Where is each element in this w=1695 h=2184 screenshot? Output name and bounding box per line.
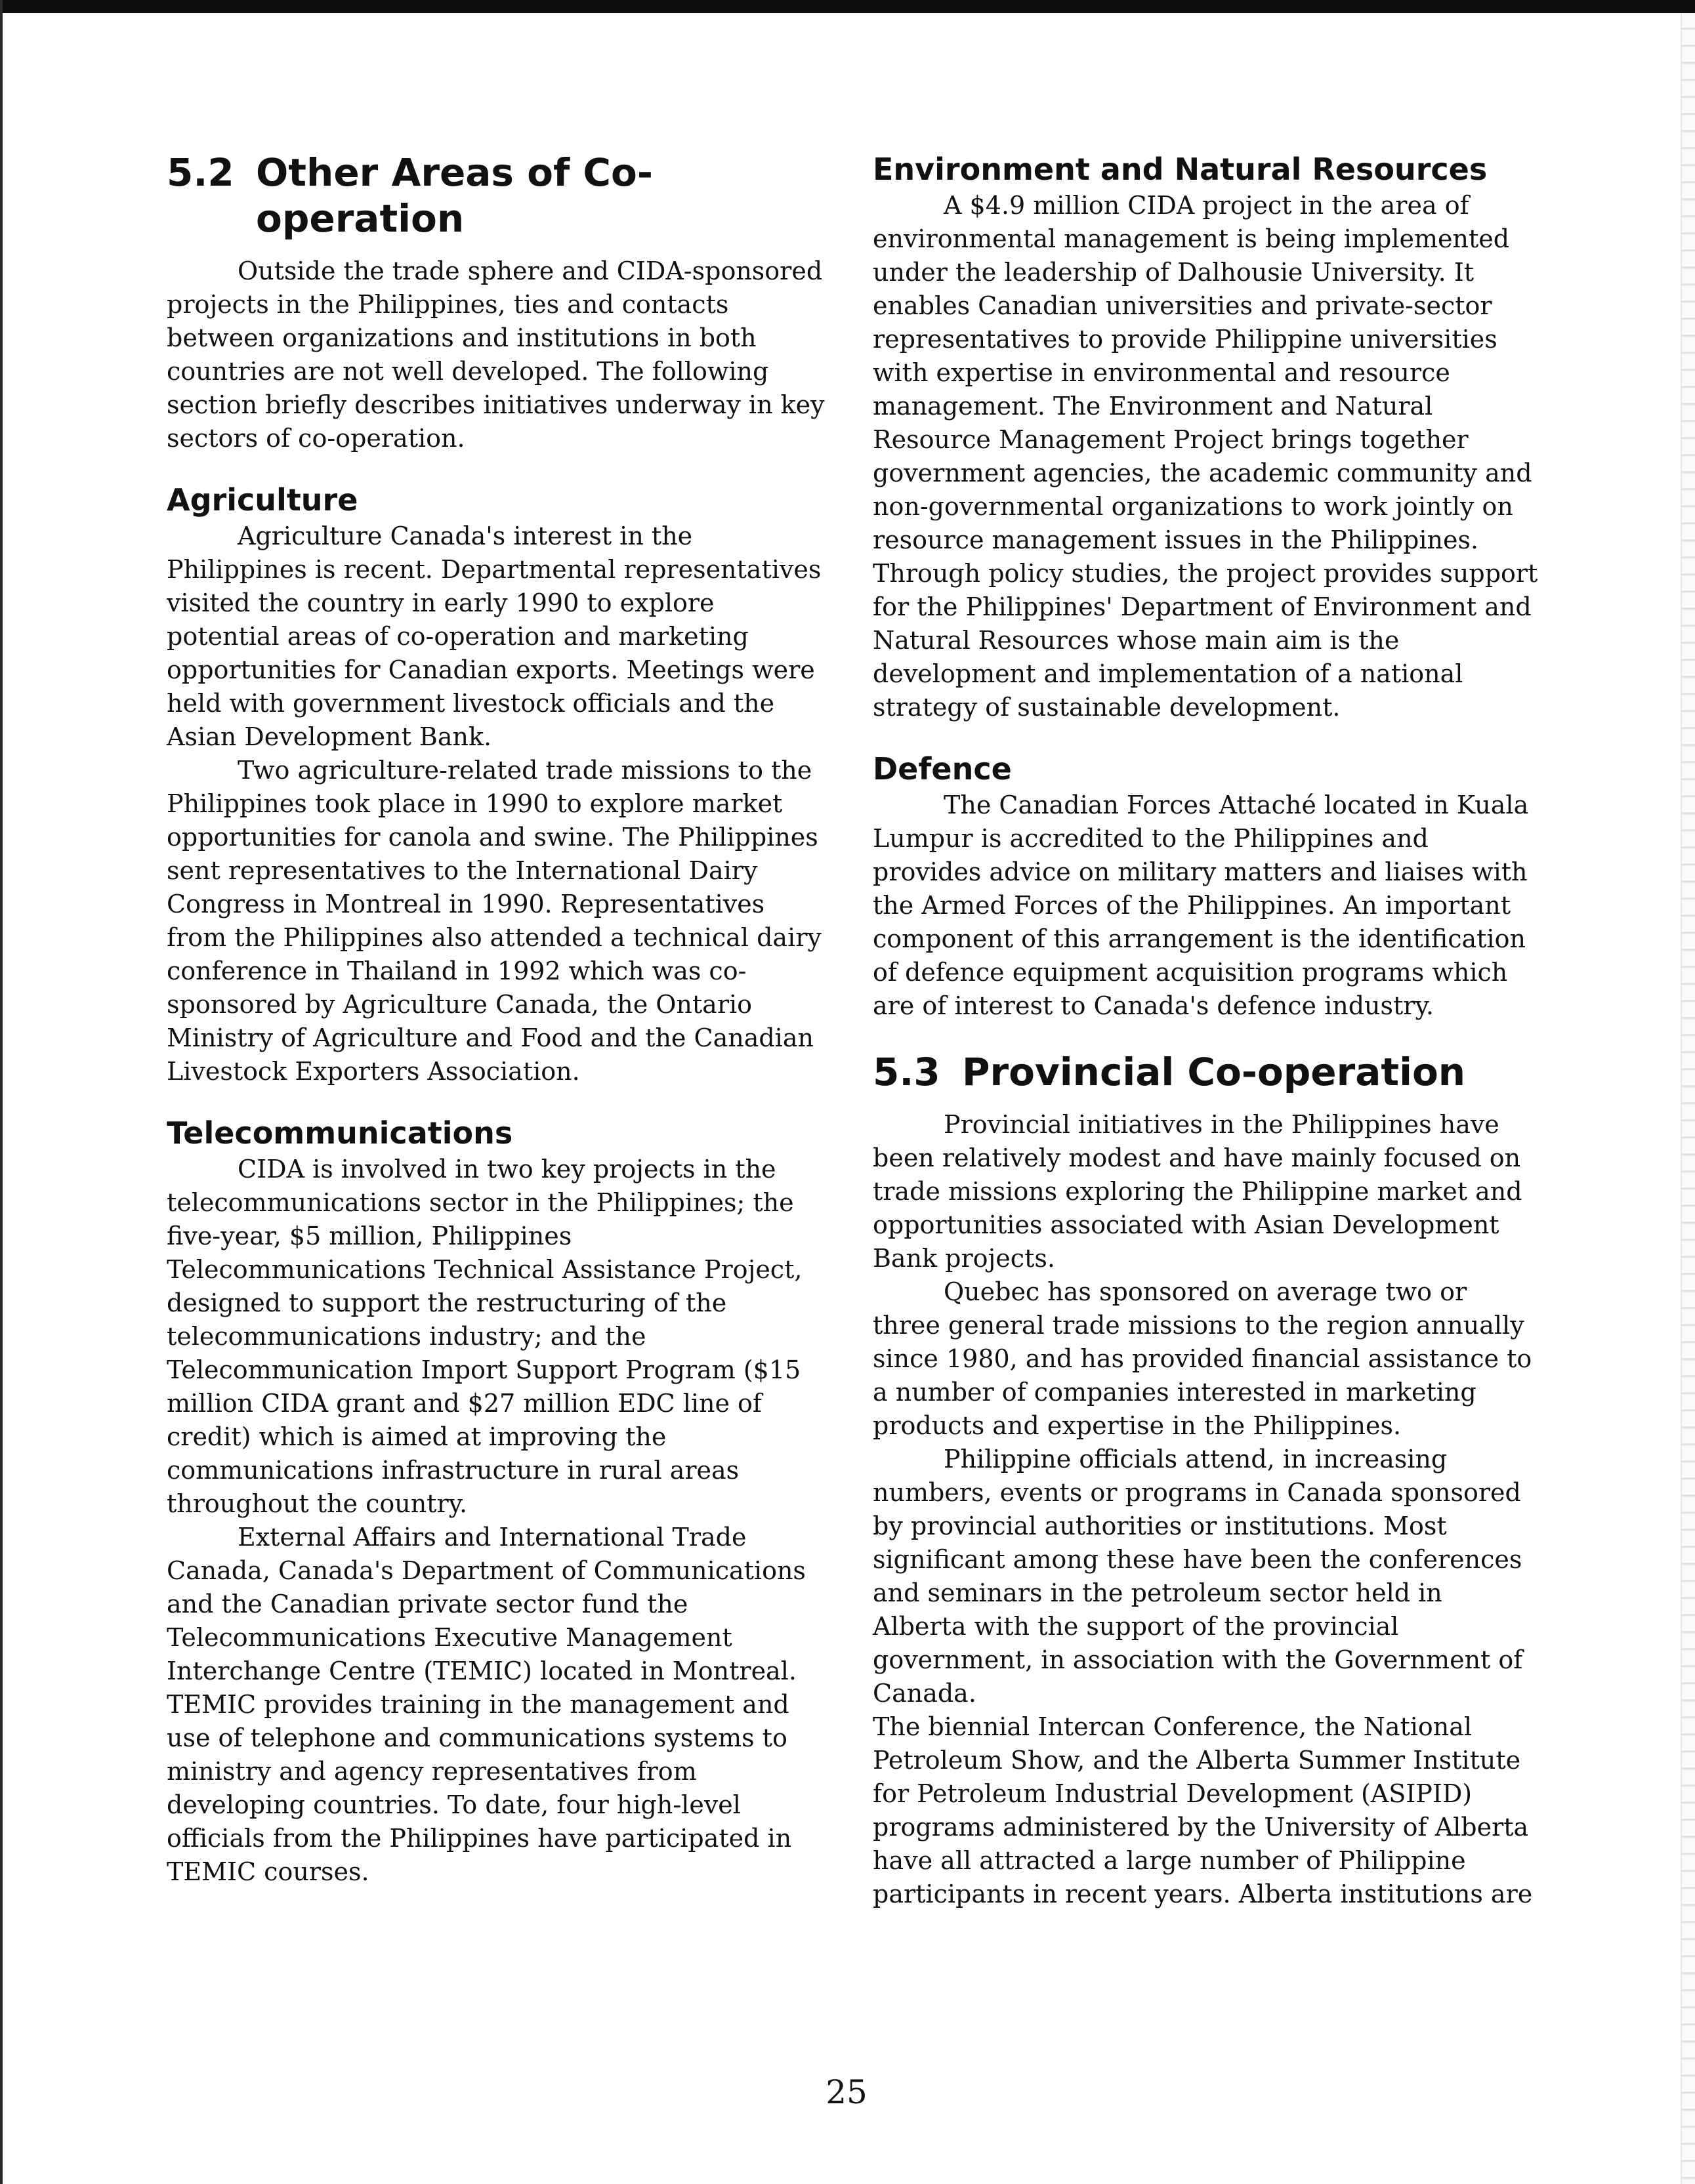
subheading-environment: Environment and Natural Resources <box>873 152 1488 187</box>
right-column <box>873 150 1542 1911</box>
subheading-defence: Defence <box>873 751 1012 787</box>
section-number: 5.2 <box>167 150 234 195</box>
section-heading-5-2 <box>167 150 829 241</box>
provincial-paragraph-1: Provincial initiatives in the Philippines have been relatively modest and have mainly focused on trade missions exploring the Philippine market and opportunities associated with Asian Development Bank projects. <box>873 1110 1522 1273</box>
environment-paragraph: A $4.9 million CIDA project in the area of environmental management is being implemented under the leadership of Dalhousie University. It enables Canadian universities and private-sector representatives to provide Philippine universities with expertise in environmental and resource management. The Environment and Natural Resource Management Project brings together government agencies, the academic community and non-governmental organizations to work jointly on resource management issues in the Philippines. Through policy studies, the project provides support for the Philippines' Department of Environment and Natural Resources whose main aim is the development and implementation of a national strategy of sustainable development. <box>873 191 1538 722</box>
intro-paragraph: Outside the trade sphere and CIDA-sponsored projects in the Philippines, ties and contacts between organizations and institutions in both countries are not well developed. The following section briefly describes initiatives underway in key sectors of co-operation. <box>167 257 825 453</box>
scan-border-top <box>0 0 1695 13</box>
provincial-paragraph-4: The biennial Intercan Conference, the National Petroleum Show, and the Alberta Summer Institute for Petroleum Industrial Development (ASIPID) programs administered by the University of Alberta have all attracted a large number of Philippine participants in recent years. Alberta institutions are <box>873 1712 1533 1908</box>
subheading-agriculture: Agriculture <box>167 482 358 518</box>
provincial-paragraph-3: Philippine officials attend, in increasing numbers, events or programs in Canada sponsored by provincial authorities or institutions. Most significant among these have been the conferences and seminars in the petroleum sector held in Alberta with the support of the provincial government, in association with the Government of Canada. <box>873 1445 1523 1708</box>
page-number: 25 <box>826 2073 868 2111</box>
section-title: Other Areas of Co-operation <box>256 150 653 241</box>
agriculture-paragraph-2: Two agriculture-related trade missions to the Philippines took place in 1990 to explore market opportunities for canola and swine. The Philippines sent representatives to the International Dairy Congress in Montreal in 1990. Representatives from the Philippines also attended a technical dairy conference in Thailand in 1992 which was co-sponsored by Agriculture Canada, the Ontario Ministry of Agriculture and Food and the Canadian Livestock Exporters Association. <box>167 756 822 1086</box>
left-column <box>167 150 829 1889</box>
provincial-paragraph-2: Quebec has sponsored on average two or three general trade missions to the region annually since 1980, and has provided financial assistance to a number of companies interested in marketing products and expertise in the Philippines. <box>873 1277 1532 1440</box>
section-heading-5-3 <box>873 1049 1542 1095</box>
section-number: 5.3 <box>873 1050 940 1094</box>
scan-border-right <box>1681 13 1695 2184</box>
telecommunications-paragraph-2: External Affairs and International Trade Canada, Canada's Department of Communications and the Canadian private sector fund the Telecommunications Executive Management Interchange Centre (TEMIC) located in Montreal. TEMIC provides training in the management and use of telephone and communications systems to ministry and agency representatives from developing countries. To date, four high-level officials from the Philippines have participated in TEMIC courses. <box>167 1523 806 1886</box>
scan-border-left <box>0 0 3 2184</box>
subheading-telecommunications: Telecommunications <box>167 1115 513 1151</box>
defence-paragraph: The Canadian Forces Attaché located in Kuala Lumpur is accredited to the Philippines and provides advice on military matters and liaises with the Armed Forces of the Philippines. An important component of this arrangement is the identification of defence equipment acquisition programs which are of interest to Canada's defence industry. <box>873 791 1529 1020</box>
telecommunications-paragraph-1: CIDA is involved in two key projects in the telecommunications sector in the Philippines; the five-year, $5 million, Philippines Telecommunications Technical Assistance Project, designed to support the restructuring of the telecommunications industry; and the Telecommunication Import Support Program ($15 million CIDA grant and $27 million EDC line of credit) which is aimed at improving the communications infrastructure in rural areas throughout the country. <box>167 1155 803 1518</box>
section-title: Provincial Co-operation <box>962 1050 1466 1094</box>
agriculture-paragraph-1: Agriculture Canada's interest in the Philippines is recent. Departmental representatives visited the country in early 1990 to explore potential areas of co-operation and marketing opportunities for Canadian exports. Meetings were held with government livestock officials and the Asian Development Bank. <box>167 522 822 751</box>
